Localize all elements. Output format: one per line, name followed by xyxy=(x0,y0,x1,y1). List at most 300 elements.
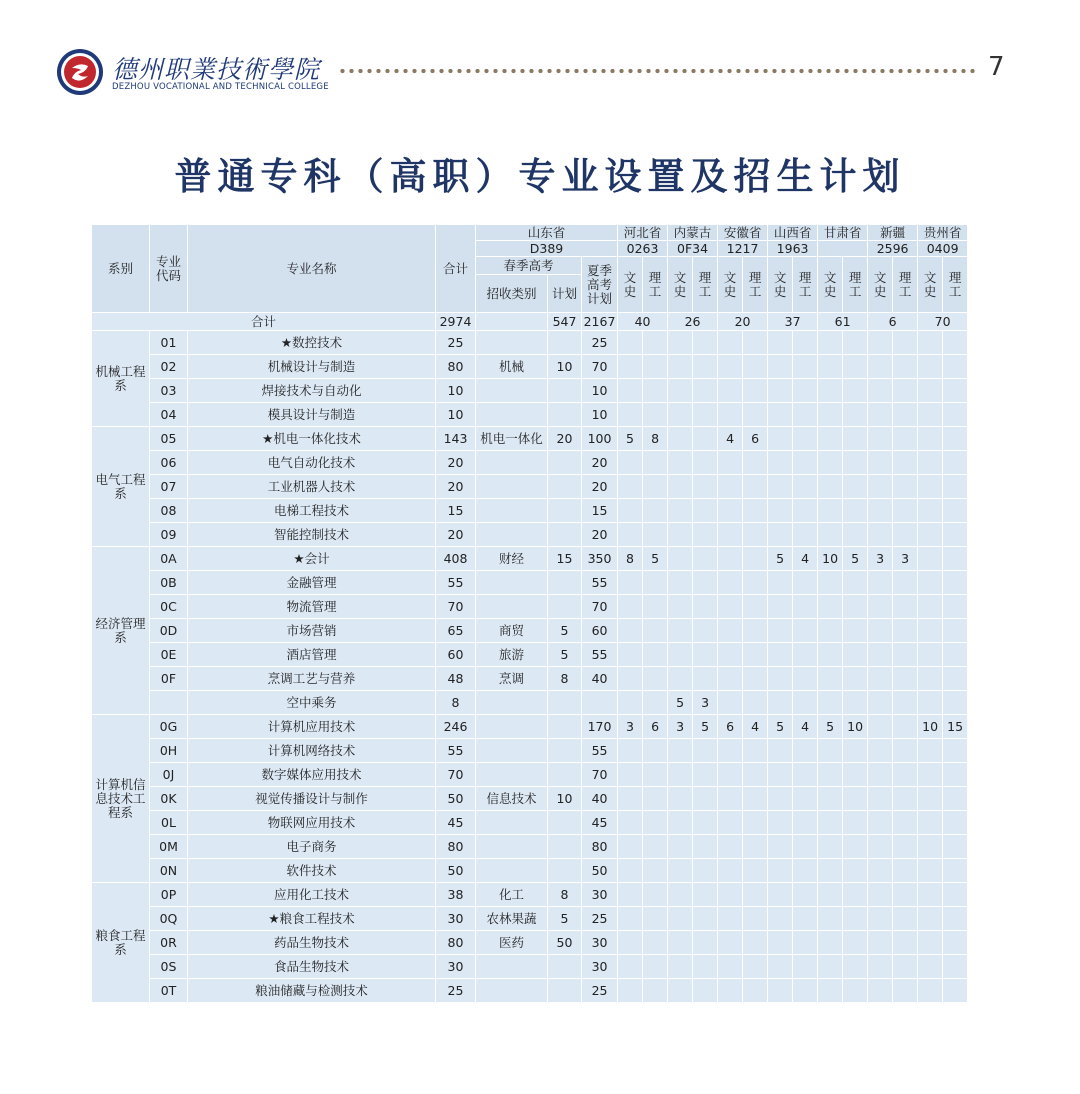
province-plan xyxy=(918,643,943,667)
province-plan xyxy=(818,931,843,955)
major-name: 电气自动化技术 xyxy=(188,451,436,475)
major-code: 0J xyxy=(150,763,188,787)
province-plan xyxy=(768,619,793,643)
province-plan xyxy=(618,523,643,547)
major-code: 07 xyxy=(150,475,188,499)
province-plan xyxy=(918,355,943,379)
spring-category xyxy=(476,811,548,835)
table-row xyxy=(92,787,968,811)
province-plan xyxy=(743,907,768,931)
province-plan xyxy=(743,331,768,355)
province-plan xyxy=(643,403,668,427)
spring-category xyxy=(476,955,548,979)
major-total: 20 xyxy=(436,451,476,475)
province-plan xyxy=(793,739,818,763)
major-total: 30 xyxy=(436,907,476,931)
province-plan xyxy=(868,403,893,427)
header-spring-category: 招收类别 xyxy=(476,275,548,313)
spring-plan: 15 xyxy=(548,547,582,571)
province-plan xyxy=(918,379,943,403)
spring-plan xyxy=(548,475,582,499)
province-plan xyxy=(618,691,643,715)
province-plan xyxy=(843,763,868,787)
major-code: 06 xyxy=(150,451,188,475)
major-total: 38 xyxy=(436,883,476,907)
summer-plan xyxy=(582,691,618,715)
major-name: 市场营销 xyxy=(188,619,436,643)
province-plan xyxy=(918,547,943,571)
header-wen: 文史 xyxy=(818,257,843,313)
total-province: 70 xyxy=(918,313,968,331)
province-plan xyxy=(668,643,693,667)
spring-category: 信息技术 xyxy=(476,787,548,811)
spring-category xyxy=(476,379,548,403)
summer-plan: 70 xyxy=(582,763,618,787)
spring-category: 商贸 xyxy=(476,619,548,643)
spring-plan xyxy=(548,979,582,1003)
province-plan xyxy=(843,595,868,619)
province-plan xyxy=(943,571,968,595)
province-plan xyxy=(618,787,643,811)
major-total: 25 xyxy=(436,979,476,1003)
major-code: 0F xyxy=(150,667,188,691)
province-plan xyxy=(743,547,768,571)
province-plan xyxy=(793,643,818,667)
province-plan: 6 xyxy=(643,715,668,739)
province-plan xyxy=(868,979,893,1003)
province-plan: 4 xyxy=(743,715,768,739)
province-plan xyxy=(918,979,943,1003)
spring-category: 医药 xyxy=(476,931,548,955)
province-plan: 5 xyxy=(618,427,643,451)
major-code: 0Q xyxy=(150,907,188,931)
province-plan xyxy=(918,907,943,931)
province-plan xyxy=(743,835,768,859)
major-code: 0D xyxy=(150,619,188,643)
province-plan xyxy=(768,739,793,763)
province-plan xyxy=(768,427,793,451)
total-label: 合计 xyxy=(92,313,436,331)
province-plan xyxy=(893,859,918,883)
province-plan xyxy=(818,955,843,979)
spring-category xyxy=(476,835,548,859)
province-plan xyxy=(793,931,818,955)
spring-plan: 8 xyxy=(548,883,582,907)
province-plan xyxy=(918,811,943,835)
total-value: 2974 xyxy=(436,313,476,331)
province-plan xyxy=(793,787,818,811)
province-plan xyxy=(793,667,818,691)
spring-category xyxy=(476,739,548,763)
summer-plan: 40 xyxy=(582,787,618,811)
province-plan xyxy=(768,499,793,523)
province-plan xyxy=(643,931,668,955)
province-plan xyxy=(668,883,693,907)
province-plan xyxy=(768,931,793,955)
header-wen: 文史 xyxy=(668,257,693,313)
major-name: 焊接技术与自动化 xyxy=(188,379,436,403)
table-row xyxy=(92,883,968,907)
major-code: 0K xyxy=(150,787,188,811)
province-plan xyxy=(768,835,793,859)
province-plan xyxy=(693,619,718,643)
province-plan xyxy=(918,667,943,691)
province-plan xyxy=(768,691,793,715)
province-plan xyxy=(643,859,668,883)
major-total: 10 xyxy=(436,379,476,403)
brand-chinese-name: 德州职業技術學院 xyxy=(112,55,321,84)
header-province-name: 山西省 xyxy=(768,225,818,241)
province-plan xyxy=(843,403,868,427)
table-row xyxy=(92,691,968,715)
province-plan xyxy=(793,955,818,979)
header-wen: 文史 xyxy=(868,257,893,313)
header-province-code: 0409 xyxy=(918,241,968,257)
header-li: 理工 xyxy=(843,257,868,313)
table-row xyxy=(92,667,968,691)
spring-plan xyxy=(548,499,582,523)
college-logo-icon xyxy=(56,48,104,96)
spring-category xyxy=(476,523,548,547)
major-total: 408 xyxy=(436,547,476,571)
total-row xyxy=(92,313,968,331)
table-row xyxy=(92,619,968,643)
header-province-name: 贵州省 xyxy=(918,225,968,241)
province-plan xyxy=(843,859,868,883)
province-plan xyxy=(868,739,893,763)
province-plan xyxy=(943,667,968,691)
province-plan xyxy=(768,523,793,547)
province-plan xyxy=(693,955,718,979)
table-row xyxy=(92,571,968,595)
province-plan xyxy=(768,355,793,379)
summer-plan: 80 xyxy=(582,835,618,859)
spring-plan xyxy=(548,739,582,763)
province-plan xyxy=(943,739,968,763)
province-plan xyxy=(818,475,843,499)
table-row xyxy=(92,907,968,931)
province-plan xyxy=(768,763,793,787)
header-province-name: 甘肃省 xyxy=(818,225,868,241)
province-plan xyxy=(643,643,668,667)
province-plan xyxy=(818,763,843,787)
province-plan xyxy=(793,859,818,883)
province-plan xyxy=(718,403,743,427)
province-plan xyxy=(643,523,668,547)
table-row xyxy=(92,379,968,403)
spring-plan xyxy=(548,331,582,355)
province-plan xyxy=(843,691,868,715)
province-plan xyxy=(818,691,843,715)
province-plan xyxy=(893,979,918,1003)
major-name: 模具设计与制造 xyxy=(188,403,436,427)
province-plan xyxy=(843,571,868,595)
province-plan xyxy=(818,907,843,931)
spring-category xyxy=(476,691,548,715)
dept-name: 电气工程系 xyxy=(92,427,150,547)
province-plan xyxy=(818,739,843,763)
table-row xyxy=(92,931,968,955)
province-plan: 8 xyxy=(643,427,668,451)
province-plan xyxy=(743,643,768,667)
province-plan xyxy=(693,427,718,451)
province-plan xyxy=(943,379,968,403)
province-plan xyxy=(843,907,868,931)
table-row xyxy=(92,475,968,499)
province-plan xyxy=(843,667,868,691)
province-plan xyxy=(643,595,668,619)
header-province-code: 0F34 xyxy=(668,241,718,257)
province-plan xyxy=(868,715,893,739)
province-plan xyxy=(893,355,918,379)
province-plan xyxy=(818,787,843,811)
province-plan xyxy=(818,355,843,379)
province-plan xyxy=(893,619,918,643)
major-total: 48 xyxy=(436,667,476,691)
province-plan xyxy=(943,643,968,667)
spring-plan xyxy=(548,595,582,619)
major-name: 酒店管理 xyxy=(188,643,436,667)
province-plan: 3 xyxy=(668,715,693,739)
province-plan xyxy=(893,331,918,355)
province-plan xyxy=(893,835,918,859)
province-plan xyxy=(718,787,743,811)
province-plan xyxy=(918,787,943,811)
province-plan xyxy=(668,859,693,883)
header-wen: 文史 xyxy=(768,257,793,313)
summer-plan: 55 xyxy=(582,643,618,667)
province-plan xyxy=(818,451,843,475)
spring-plan xyxy=(548,859,582,883)
province-plan xyxy=(818,859,843,883)
province-plan xyxy=(843,835,868,859)
header-wen: 文史 xyxy=(618,257,643,313)
major-name: 工业机器人技术 xyxy=(188,475,436,499)
spring-category xyxy=(476,403,548,427)
spring-plan: 5 xyxy=(548,907,582,931)
major-total: 65 xyxy=(436,619,476,643)
province-plan xyxy=(743,787,768,811)
major-name: 粮油储藏与检测技术 xyxy=(188,979,436,1003)
spring-category xyxy=(476,859,548,883)
province-plan xyxy=(893,907,918,931)
header-wen: 文史 xyxy=(918,257,943,313)
major-total: 20 xyxy=(436,523,476,547)
province-plan: 6 xyxy=(718,715,743,739)
major-code: 01 xyxy=(150,331,188,355)
table-row xyxy=(92,643,968,667)
province-plan xyxy=(943,403,968,427)
table-row xyxy=(92,523,968,547)
province-plan xyxy=(668,403,693,427)
province-plan xyxy=(943,691,968,715)
province-plan xyxy=(943,331,968,355)
province-plan xyxy=(893,667,918,691)
province-plan xyxy=(943,475,968,499)
province-plan xyxy=(818,499,843,523)
major-code: 0E xyxy=(150,643,188,667)
dept-name: 机械工程系 xyxy=(92,331,150,427)
province-plan xyxy=(768,979,793,1003)
province-plan xyxy=(718,451,743,475)
province-plan xyxy=(668,931,693,955)
province-plan xyxy=(768,379,793,403)
province-plan xyxy=(668,331,693,355)
province-plan xyxy=(843,811,868,835)
province-plan: 5 xyxy=(768,547,793,571)
province-plan: 5 xyxy=(643,547,668,571)
major-name: 物联网应用技术 xyxy=(188,811,436,835)
province-plan xyxy=(743,403,768,427)
province-plan xyxy=(893,691,918,715)
province-plan xyxy=(843,619,868,643)
major-code: 03 xyxy=(150,379,188,403)
major-code: 0R xyxy=(150,931,188,955)
spring-category: 机械 xyxy=(476,355,548,379)
province-plan xyxy=(943,595,968,619)
province-plan xyxy=(768,811,793,835)
province-plan xyxy=(918,931,943,955)
province-plan: 3 xyxy=(868,547,893,571)
province-plan xyxy=(693,355,718,379)
province-plan xyxy=(918,403,943,427)
province-plan xyxy=(693,499,718,523)
summer-plan: 25 xyxy=(582,907,618,931)
province-plan xyxy=(693,811,718,835)
province-plan xyxy=(693,835,718,859)
province-plan xyxy=(643,571,668,595)
province-plan xyxy=(793,835,818,859)
table-row xyxy=(92,427,968,451)
table-row xyxy=(92,331,968,355)
province-plan xyxy=(943,931,968,955)
header-province-code: 1963 xyxy=(768,241,818,257)
province-plan xyxy=(868,355,893,379)
province-plan xyxy=(668,523,693,547)
province-plan xyxy=(693,595,718,619)
major-code: 0T xyxy=(150,979,188,1003)
province-plan xyxy=(643,667,668,691)
province-plan xyxy=(718,619,743,643)
province-plan xyxy=(793,379,818,403)
province-plan xyxy=(643,451,668,475)
spring-category xyxy=(476,571,548,595)
major-name: ★机电一体化技术 xyxy=(188,427,436,451)
major-total: 70 xyxy=(436,763,476,787)
spring-plan xyxy=(548,811,582,835)
province-plan xyxy=(643,763,668,787)
header-province-name: 河北省 xyxy=(618,225,668,241)
major-total: 80 xyxy=(436,835,476,859)
province-plan xyxy=(718,739,743,763)
province-plan xyxy=(743,499,768,523)
major-code: 0M xyxy=(150,835,188,859)
header-province-name: 新疆 xyxy=(868,225,918,241)
province-plan xyxy=(918,595,943,619)
province-plan xyxy=(618,379,643,403)
page-header xyxy=(56,46,1016,98)
major-name: 食品生物技术 xyxy=(188,955,436,979)
major-name: 物流管理 xyxy=(188,595,436,619)
province-plan xyxy=(768,331,793,355)
province-plan xyxy=(893,451,918,475)
province-plan xyxy=(743,763,768,787)
major-code: 0A xyxy=(150,547,188,571)
spring-category xyxy=(476,763,548,787)
summer-plan: 15 xyxy=(582,499,618,523)
province-plan xyxy=(868,475,893,499)
province-plan xyxy=(918,883,943,907)
major-total: 143 xyxy=(436,427,476,451)
page-title: 普通专科（高职）专业设置及招生计划 xyxy=(174,154,906,198)
province-plan xyxy=(893,403,918,427)
province-plan: 3 xyxy=(893,547,918,571)
province-plan xyxy=(868,619,893,643)
spring-category: 旅游 xyxy=(476,643,548,667)
province-plan xyxy=(693,667,718,691)
summer-plan: 45 xyxy=(582,811,618,835)
province-plan xyxy=(943,835,968,859)
total-province: 20 xyxy=(718,313,768,331)
summer-plan: 30 xyxy=(582,955,618,979)
province-plan xyxy=(793,907,818,931)
province-plan xyxy=(768,403,793,427)
province-plan xyxy=(843,331,868,355)
province-plan xyxy=(943,619,968,643)
brand-english-name: DEZHOU VOCATIONAL AND TECHNICAL COLLEGE xyxy=(112,82,329,92)
province-plan xyxy=(793,475,818,499)
province-plan xyxy=(743,955,768,979)
province-plan xyxy=(643,979,668,1003)
province-plan xyxy=(668,979,693,1003)
province-plan xyxy=(668,955,693,979)
spring-plan xyxy=(548,451,582,475)
province-plan xyxy=(868,379,893,403)
summer-plan: 20 xyxy=(582,523,618,547)
header-province-code: 1217 xyxy=(718,241,768,257)
summer-plan: 350 xyxy=(582,547,618,571)
province-plan xyxy=(793,595,818,619)
province-plan xyxy=(618,643,643,667)
province-plan xyxy=(768,475,793,499)
province-plan xyxy=(618,763,643,787)
province-plan: 4 xyxy=(793,715,818,739)
province-plan xyxy=(943,979,968,1003)
summer-plan: 25 xyxy=(582,331,618,355)
province-plan xyxy=(868,811,893,835)
dept-name: 粮食工程系 xyxy=(92,883,150,1003)
spring-category: 财经 xyxy=(476,547,548,571)
province-plan xyxy=(818,571,843,595)
major-name: 药品生物技术 xyxy=(188,931,436,955)
province-plan: 10 xyxy=(818,547,843,571)
province-plan xyxy=(943,427,968,451)
spring-category xyxy=(476,475,548,499)
province-plan xyxy=(893,883,918,907)
table-row xyxy=(92,499,968,523)
province-plan xyxy=(718,331,743,355)
province-plan xyxy=(893,595,918,619)
province-plan xyxy=(893,931,918,955)
summer-plan: 20 xyxy=(582,475,618,499)
province-plan xyxy=(818,979,843,1003)
major-name: ★会计 xyxy=(188,547,436,571)
table-row xyxy=(92,739,968,763)
province-plan xyxy=(668,499,693,523)
province-plan xyxy=(893,955,918,979)
province-plan: 3 xyxy=(693,691,718,715)
province-plan xyxy=(718,643,743,667)
